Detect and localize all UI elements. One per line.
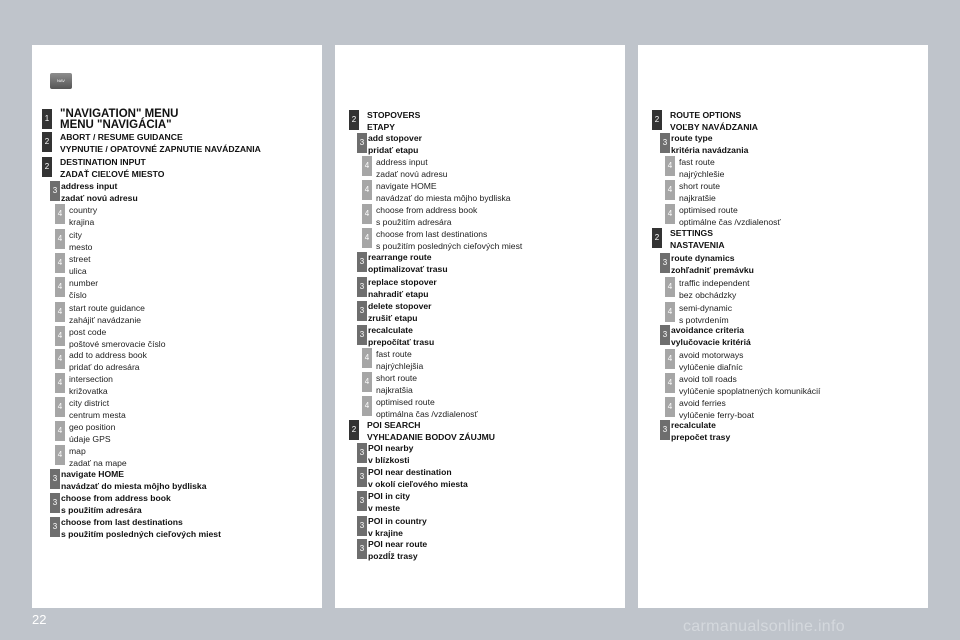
menu-entry-text <box>367 420 495 443</box>
level-badge: 4 <box>665 349 675 369</box>
menu-entry-text <box>376 396 478 420</box>
menu-entry-text <box>60 157 164 180</box>
menu-entry-line: add stopover <box>368 133 422 143</box>
menu-entry-line: street <box>69 254 91 264</box>
menu-entry-line: nahradiť etapu <box>368 288 429 299</box>
menu-entry-line: DESTINATION INPUT <box>60 157 146 167</box>
menu-entry-text <box>376 156 448 180</box>
menu-entry-line: map <box>69 446 86 456</box>
level-badge: 4 <box>362 156 372 176</box>
level-badge: 4 <box>362 228 372 248</box>
menu-entry-line: replace stopover <box>368 277 437 287</box>
menu-entry-line: optimálne čas /vzdialenosť <box>679 217 781 227</box>
menu-entry-line: POI SEARCH <box>367 420 421 430</box>
level-badge: 3 <box>660 420 670 440</box>
menu-entry-line: zahájiť navádzanie <box>69 315 142 325</box>
level-badge: 4 <box>665 156 675 176</box>
menu-column-1 <box>32 45 322 608</box>
menu-entry-line: najrýchlejšia <box>376 361 424 371</box>
menu-entry-text <box>679 204 781 228</box>
menu-entry-text <box>69 229 92 253</box>
menu-entry-text <box>69 349 147 373</box>
menu-entry-line: zadať novú adresu <box>61 192 138 203</box>
menu-entry-line: navádzať do miesta môjho bydliska <box>61 480 207 491</box>
menu-entry-text <box>679 180 720 204</box>
level-badge: 3 <box>357 539 367 559</box>
menu-entry-text <box>69 326 165 350</box>
menu-entry-line: s použitím adresára <box>61 504 142 515</box>
menu-entry-text <box>61 469 206 492</box>
menu-entry-line: avoidance criteria <box>671 325 745 335</box>
menu-entry-line: prepočítať trasu <box>368 336 435 347</box>
level-badge: 3 <box>357 277 367 297</box>
menu-entry-line: najkratšie <box>679 193 716 203</box>
menu-entry-line: VYHĽADANIE BODOV ZÁUJMU <box>367 431 495 442</box>
menu-entry-line: city district <box>69 398 110 408</box>
level-badge: 4 <box>55 373 65 393</box>
menu-column-2 <box>335 45 625 608</box>
level-badge: 4 <box>55 302 65 322</box>
menu-entry-line: ABORT / RESUME GUIDANCE <box>60 132 183 142</box>
menu-entry-line: choose from last destinations <box>376 229 488 239</box>
level-badge: 4 <box>55 229 65 249</box>
menu-entry-line: semi-dynamic <box>679 303 733 313</box>
menu-entry-text <box>368 539 427 562</box>
menu-entry-line: address input <box>61 181 118 191</box>
menu-entry-line: rearrange route <box>368 252 432 262</box>
menu-entry-text <box>368 325 434 348</box>
menu-entry-line: geo position <box>69 422 116 432</box>
page-number: 22 <box>32 612 47 627</box>
menu-entry-line: POI near destination <box>368 467 452 477</box>
menu-entry-text <box>670 228 725 251</box>
menu-entry-line: bez obchádzky <box>679 290 737 300</box>
menu-entry-line: číslo <box>69 290 87 300</box>
level-badge: 4 <box>665 277 675 297</box>
menu-entry-line: ROUTE OPTIONS <box>670 110 742 120</box>
menu-entry-line: short route <box>376 373 418 383</box>
menu-entry-line: choose from address book <box>376 205 478 215</box>
menu-column-3 <box>638 45 928 608</box>
menu-entry-text <box>367 110 420 133</box>
level-badge: 1 <box>42 109 52 129</box>
menu-entry-line: STOPOVERS <box>367 110 421 120</box>
menu-entry-text <box>60 109 178 131</box>
menu-entry-text <box>368 252 448 275</box>
menu-entry-line: ETAPY <box>367 121 396 132</box>
menu-entry-line: pridať do adresára <box>69 362 140 372</box>
menu-entry-line: údaje GPS <box>69 434 111 444</box>
menu-entry-text <box>69 302 145 326</box>
menu-entry-line: short route <box>679 181 721 191</box>
nav-button-icon: NAV <box>50 73 72 89</box>
menu-entry-line: start route guidance <box>69 303 145 313</box>
level-badge: 3 <box>50 181 60 201</box>
level-badge: 3 <box>357 133 367 153</box>
level-badge: 4 <box>55 204 65 224</box>
level-badge: 4 <box>362 396 372 416</box>
menu-entry-line: number <box>69 278 99 288</box>
level-badge: 3 <box>660 325 670 345</box>
menu-entry-text <box>60 132 261 155</box>
menu-entry-line: v krajine <box>368 527 403 538</box>
level-badge: 4 <box>362 180 372 200</box>
menu-entry-text <box>376 204 477 228</box>
level-badge: 3 <box>660 253 670 273</box>
menu-entry-text <box>671 420 730 443</box>
menu-entry-line: poštové smerovacie číslo <box>69 339 166 349</box>
level-badge: 4 <box>55 349 65 369</box>
level-badge: 2 <box>349 110 359 130</box>
menu-entry-text <box>679 373 820 397</box>
menu-entry-line: POI near route <box>368 539 428 549</box>
menu-entry-line: s použitím posledných cieľových miest <box>61 528 221 539</box>
level-badge: 2 <box>42 132 52 152</box>
menu-entry-line: POI in city <box>368 491 411 501</box>
menu-entry-line: križovatka <box>69 386 108 396</box>
menu-entry-line: city <box>69 230 82 240</box>
level-badge: 4 <box>55 421 65 441</box>
menu-entry-line: recalculate <box>671 420 716 430</box>
menu-entry-text <box>376 228 522 252</box>
level-badge: 3 <box>357 467 367 487</box>
menu-entry-line: recalculate <box>368 325 413 335</box>
level-badge: 4 <box>362 204 372 224</box>
menu-entry-line: country <box>69 205 98 215</box>
menu-entry-line: navigate HOME <box>376 181 437 191</box>
menu-entry-text <box>69 373 113 397</box>
menu-entry-line: pozdĺž trasy <box>368 550 418 561</box>
level-badge: 3 <box>660 133 670 153</box>
menu-entry-line: fast route <box>376 349 412 359</box>
level-badge: 3 <box>357 301 367 321</box>
menu-entry-line: VYPNUTIE / OPATOVNÉ ZAPNUTIE NAVÁDZANIA <box>60 143 261 154</box>
menu-entry-line: s použitím adresára <box>376 217 452 227</box>
menu-entry-line: route dynamics <box>671 253 735 263</box>
level-badge: 3 <box>357 325 367 345</box>
menu-entry-line: POI nearby <box>368 443 414 453</box>
menu-entry-line: fast route <box>679 157 715 167</box>
level-badge: 2 <box>652 110 662 130</box>
menu-entry-line: optimalizovať trasu <box>368 263 448 274</box>
menu-entry-line: prepočet trasy <box>671 431 731 442</box>
level-badge: 4 <box>55 253 65 273</box>
menu-entry-line: avoid motorways <box>679 350 744 360</box>
menu-entry-line: najkratšia <box>376 385 413 395</box>
menu-entry-line: avoid toll roads <box>679 374 737 384</box>
menu-entry-line: mesto <box>69 242 93 252</box>
menu-entry-line: s použitím posledných cieľových miest <box>376 241 523 251</box>
menu-entry-line: "NAVIGATION" MENU <box>60 108 179 120</box>
menu-entry-line: choose from last destinations <box>61 517 183 527</box>
menu-entry-text <box>61 493 171 516</box>
menu-entry-line: zadať na mape <box>69 458 127 468</box>
menu-entry-line: NASTAVENIA <box>670 239 725 250</box>
menu-entry-line: optimised route <box>376 397 435 407</box>
menu-entry-line: pridať etapu <box>368 144 419 155</box>
menu-entry-line: VOĽBY NAVÁDZANIA <box>670 121 759 132</box>
level-badge: 4 <box>665 204 675 224</box>
level-badge: 3 <box>50 493 60 513</box>
menu-entry-text <box>679 156 724 180</box>
level-badge: 3 <box>50 517 60 537</box>
menu-entry-text <box>671 325 751 348</box>
menu-entry-text <box>69 421 115 445</box>
menu-entry-text <box>376 348 423 372</box>
menu-entry-line: s potvrdením <box>679 315 729 325</box>
menu-entry-text <box>368 443 413 466</box>
menu-entry-text <box>61 181 138 204</box>
menu-entry-line: route type <box>671 133 713 143</box>
menu-entry-text <box>671 133 748 156</box>
menu-entry-line: zadať novú adresu <box>376 169 448 179</box>
menu-entry-line: optimised route <box>679 205 738 215</box>
menu-entry-text <box>368 491 410 514</box>
menu-entry-text <box>670 110 758 133</box>
level-badge: 4 <box>665 397 675 417</box>
menu-entry-line: MENU "NAVIGÁCIA" <box>60 119 172 131</box>
menu-entry-text <box>69 277 98 301</box>
menu-entry-line: zohľadniť premávku <box>671 264 754 275</box>
menu-entry-line: intersection <box>69 374 113 384</box>
level-badge: 2 <box>652 228 662 248</box>
menu-entry-text <box>69 204 97 228</box>
level-badge: 4 <box>665 373 675 393</box>
menu-entry-text <box>376 372 417 396</box>
level-badge: 3 <box>357 252 367 272</box>
menu-entry-line: address input <box>376 157 428 167</box>
menu-entry-text <box>368 301 432 324</box>
menu-entry-line: vylúčenie spoplatnených komunikácií <box>679 386 821 396</box>
menu-entry-line: delete stopover <box>368 301 432 311</box>
menu-entry-line: ulica <box>69 266 87 276</box>
menu-entry-line: add to address book <box>69 350 147 360</box>
level-badge: 3 <box>357 491 367 511</box>
menu-entry-line: vylúčenie diaľníc <box>679 362 743 372</box>
menu-entry-text <box>368 516 427 539</box>
menu-entry-line: vylúčenie ferry-boat <box>679 410 754 420</box>
menu-entry-line: vylučovacie kritériá <box>671 336 751 347</box>
menu-entry-text <box>679 397 754 421</box>
menu-entry-line: SETTINGS <box>670 228 713 238</box>
menu-entry-line: POI in country <box>368 516 427 526</box>
menu-entry-text <box>368 467 468 490</box>
menu-entry-line: choose from address book <box>61 493 171 503</box>
level-badge: 4 <box>665 302 675 322</box>
level-badge: 4 <box>362 372 372 392</box>
menu-entry-text <box>69 445 127 469</box>
menu-entry-text <box>368 133 422 156</box>
menu-entry-line: najrýchlešie <box>679 169 725 179</box>
menu-entry-line: zrušiť etapu <box>368 312 418 323</box>
level-badge: 4 <box>55 445 65 465</box>
menu-entry-text <box>368 277 437 300</box>
menu-entry-line: centrum mesta <box>69 410 126 420</box>
level-badge: 4 <box>55 277 65 297</box>
menu-entry-line: v meste <box>368 502 401 513</box>
menu-entry-line: navigate HOME <box>61 469 125 479</box>
level-badge: 3 <box>50 469 60 489</box>
level-badge: 3 <box>357 443 367 463</box>
level-badge: 4 <box>362 348 372 368</box>
menu-entry-line: kritéria navádzania <box>671 144 749 155</box>
menu-entry-line: post code <box>69 327 107 337</box>
level-badge: 2 <box>349 420 359 440</box>
menu-entry-line: navádzať do miesta môjho bydliska <box>376 193 511 203</box>
menu-entry-line: krajina <box>69 217 95 227</box>
menu-entry-text <box>679 349 743 373</box>
level-badge: 3 <box>357 516 367 536</box>
menu-entry-text <box>679 277 750 301</box>
menu-entry-line: ZADAŤ CIEĽOVÉ MIESTO <box>60 168 165 179</box>
level-badge: 4 <box>665 180 675 200</box>
level-badge: 2 <box>42 157 52 177</box>
level-badge: 4 <box>55 326 65 346</box>
level-badge: 4 <box>55 397 65 417</box>
menu-entry-line: avoid ferries <box>679 398 726 408</box>
menu-entry-line: optimálna čas /vzdialenosť <box>376 409 478 419</box>
menu-entry-line: v okolí cieľového miesta <box>368 478 468 489</box>
watermark: carmanualsonline.info <box>683 618 845 635</box>
menu-entry-text <box>61 517 221 540</box>
menu-entry-line: traffic independent <box>679 278 750 288</box>
menu-entry-text <box>69 397 126 421</box>
menu-entry-line: v blízkosti <box>368 454 410 465</box>
menu-entry-text <box>679 302 732 326</box>
menu-entry-text <box>671 253 754 276</box>
menu-entry-text <box>376 180 511 204</box>
menu-entry-text <box>69 253 91 277</box>
